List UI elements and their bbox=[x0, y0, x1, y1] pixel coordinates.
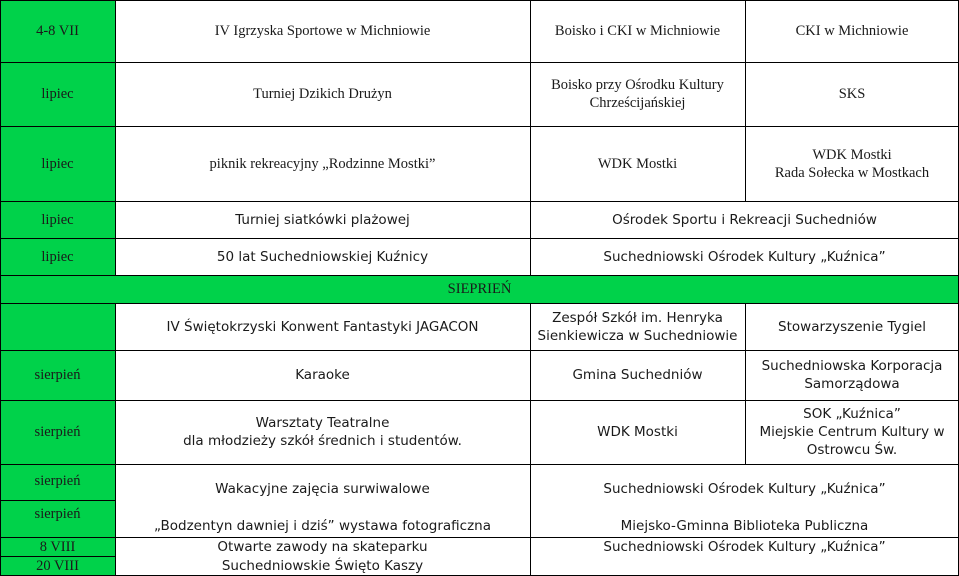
event-text: Turniej siatkówki plażowej bbox=[235, 211, 410, 228]
organizer-cell bbox=[745, 400, 959, 464]
date-cell bbox=[0, 500, 115, 537]
organizer-line-2: Miejskie Centrum Kultury w bbox=[759, 424, 945, 440]
organizer-line-2: Samorządowa bbox=[804, 376, 900, 392]
table-border bbox=[0, 275, 959, 276]
organizer-line-1: Suchedniowska Korporacja bbox=[761, 358, 943, 374]
table-border bbox=[0, 464, 959, 465]
place-cell bbox=[530, 0, 745, 62]
place-cell bbox=[530, 126, 745, 201]
date-cell bbox=[0, 400, 115, 464]
date-text: 20 VIII bbox=[36, 558, 79, 574]
place-cell bbox=[530, 62, 745, 126]
date-text: sierpień bbox=[34, 506, 81, 522]
table-border bbox=[0, 126, 959, 127]
event-cell bbox=[115, 400, 530, 464]
place-cell bbox=[530, 464, 959, 514]
date-text: lipiec bbox=[41, 155, 74, 172]
event-text: IV Świętokrzyski Konwent Fantastyki JAGACON bbox=[166, 318, 479, 335]
organizer-text: CKI w Michniowie bbox=[795, 23, 909, 39]
date-cell bbox=[0, 556, 115, 576]
event-cell bbox=[115, 537, 530, 556]
table-border bbox=[745, 303, 746, 464]
place-text: Ośrodek Sportu i Rekreacji Suchedniów bbox=[612, 211, 877, 228]
place-cell bbox=[530, 303, 745, 350]
date-cell bbox=[0, 62, 115, 126]
date-cell bbox=[0, 201, 115, 238]
date-text: sierpień bbox=[34, 473, 81, 489]
event-cell bbox=[115, 126, 530, 201]
organizer-cell bbox=[745, 0, 959, 62]
event-cell bbox=[115, 350, 530, 400]
place-line-1: Zespół Szkół im. Henryka bbox=[552, 309, 723, 326]
table-border bbox=[0, 0, 959, 1]
organizer-cell bbox=[745, 62, 959, 126]
place-text: Miejsko-Gminna Biblioteka Publiczna bbox=[620, 517, 869, 534]
organizer-line-1: SOK „Kuźnica” bbox=[803, 406, 901, 422]
table-border bbox=[745, 0, 746, 201]
date-text: sierpień bbox=[34, 367, 81, 383]
event-cell bbox=[115, 464, 530, 514]
date-text: 8 VIII bbox=[39, 538, 76, 555]
organizer-cell bbox=[745, 303, 959, 350]
table-border bbox=[0, 400, 959, 401]
event-cell bbox=[115, 514, 530, 537]
event-text: „Bodzentyn dawniej i dziś” wystawa fotograficzna bbox=[153, 517, 492, 534]
organizer-text: Stowarzyszenie Tygiel bbox=[778, 318, 926, 335]
event-cell bbox=[115, 201, 530, 238]
event-text: Karaoke bbox=[295, 367, 350, 383]
date-cell bbox=[0, 238, 115, 275]
place-cell bbox=[530, 201, 959, 238]
organizer-line-2: Rada Sołecka w Mostkach bbox=[774, 164, 930, 181]
date-text: sierpień bbox=[34, 424, 81, 440]
event-line-2: dla młodzieży szkół średnich i studentów. bbox=[183, 433, 462, 449]
date-text: 4-8 VII bbox=[36, 23, 79, 39]
event-text: 50 lat Suchedniowskiej Kuźnicy bbox=[216, 248, 429, 265]
table-border bbox=[0, 500, 115, 501]
place-text: Gmina Suchedniów bbox=[572, 367, 703, 383]
organizer-cell bbox=[745, 350, 959, 400]
organizer-cell bbox=[745, 126, 959, 201]
place-text: Suchedniowski Ośrodek Kultury „Kuźnica” bbox=[603, 248, 886, 265]
table-border bbox=[0, 350, 959, 351]
date-text: lipiec bbox=[41, 248, 74, 265]
table-border bbox=[0, 556, 115, 557]
section-title: SIEPRIEŃ bbox=[447, 281, 512, 297]
event-cell bbox=[115, 238, 530, 275]
table-border bbox=[0, 537, 959, 538]
table-border bbox=[530, 303, 531, 576]
place-cell bbox=[530, 238, 959, 275]
organizer-text: SKS bbox=[838, 86, 866, 102]
event-text: Turniej Dzikich Drużyn bbox=[253, 86, 392, 102]
place-line-2: Chrześcijańskiej bbox=[589, 95, 686, 111]
section-row bbox=[0, 275, 959, 303]
place-text: Suchedniowski Ośrodek Kultury „Kuźnica” bbox=[603, 481, 886, 497]
table-border bbox=[115, 0, 116, 275]
place-text: WDK Mostki bbox=[597, 155, 678, 172]
event-cell bbox=[115, 303, 530, 350]
event-text: piknik rekreacyjny „Rodzinne Mostki” bbox=[209, 155, 436, 172]
place-text: Boisko i CKI w Michniowie bbox=[554, 23, 721, 39]
date-cell bbox=[0, 350, 115, 400]
table-border bbox=[0, 0, 1, 576]
event-text: Otwarte zawody na skateparku bbox=[217, 538, 428, 555]
table-border bbox=[0, 201, 959, 202]
event-cell bbox=[115, 62, 530, 126]
organizer-line-1: WDK Mostki bbox=[812, 146, 892, 163]
organizer-line-3: Ostrowcu Św. bbox=[806, 442, 898, 458]
date-text: lipiec bbox=[41, 86, 74, 102]
place-cell bbox=[530, 400, 745, 464]
event-line-1: Warsztaty Teatralne bbox=[255, 415, 390, 431]
date-cell bbox=[0, 464, 115, 500]
table-border bbox=[0, 238, 959, 239]
place-cell bbox=[530, 350, 745, 400]
place-text: Suchedniowski Ośrodek Kultury „Kuźnica” bbox=[603, 538, 886, 555]
place-text: WDK Mostki bbox=[597, 424, 678, 440]
table-border bbox=[530, 0, 531, 275]
event-text: Wakacyjne zajęcia surwiwalowe bbox=[215, 481, 430, 497]
event-text: IV Igrzyska Sportowe w Michniowie bbox=[214, 23, 431, 39]
table-border bbox=[0, 303, 959, 304]
date-cell bbox=[0, 126, 115, 201]
place-cell bbox=[530, 537, 959, 556]
date-cell bbox=[0, 0, 115, 62]
table-border bbox=[115, 303, 116, 576]
date-cell bbox=[0, 537, 115, 556]
event-cell bbox=[115, 556, 530, 576]
event-text: Suchedniowskie Święto Kaszy bbox=[221, 558, 424, 574]
place-cell bbox=[530, 514, 959, 537]
event-cell bbox=[115, 0, 530, 62]
date-text: lipiec bbox=[41, 211, 74, 228]
place-line-1: Boisko przy Ośrodku Kultury bbox=[551, 77, 724, 93]
table-border bbox=[0, 62, 959, 63]
place-line-2: Sienkiewicza w Suchedniowie bbox=[537, 327, 738, 344]
date-cell bbox=[0, 303, 115, 350]
